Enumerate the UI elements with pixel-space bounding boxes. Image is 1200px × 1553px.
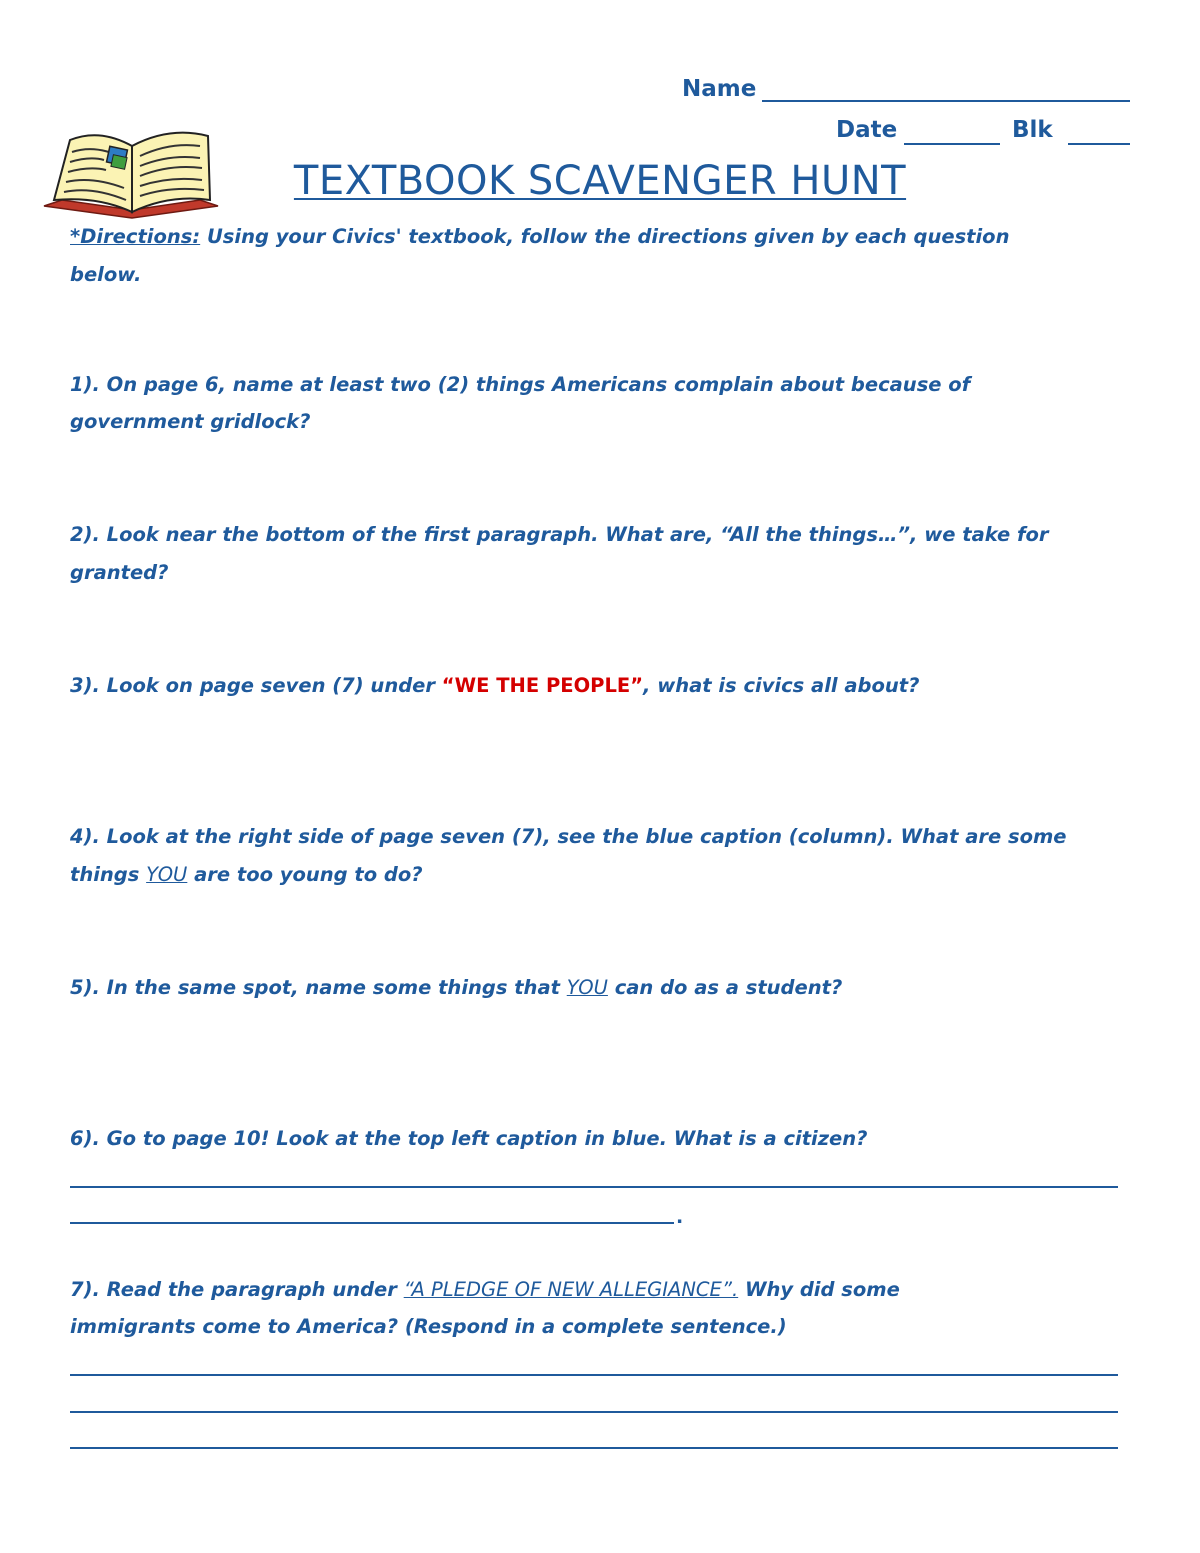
answer-7-line3[interactable] bbox=[70, 1447, 1118, 1449]
answer-7-line2[interactable] bbox=[70, 1411, 1118, 1413]
name-label: Name bbox=[682, 76, 757, 102]
question-6-line1: 6). Go to page 10! Look at the top left caption in blue. What is a citizen? bbox=[70, 1127, 868, 1150]
directions-label: *Directions: bbox=[70, 225, 201, 248]
answer-6-line2[interactable] bbox=[70, 1222, 674, 1224]
page-title: TEXTBOOK SCAVENGER HUNT bbox=[293, 158, 907, 204]
answer-7-line1[interactable] bbox=[70, 1374, 1118, 1376]
question-4-you: YOU bbox=[146, 863, 188, 886]
question-4-line1: 4). Look at the right side of page seven (7), see the blue caption (column). What are some bbox=[70, 825, 1067, 848]
question-3 bbox=[70, 667, 1130, 705]
question-3-post: , what is civics all about? bbox=[643, 674, 920, 697]
date-blank[interactable] bbox=[904, 143, 1000, 145]
question-4-line2 bbox=[70, 856, 1130, 894]
blk-blank[interactable] bbox=[1068, 143, 1130, 145]
question-1-line2: government gridlock? bbox=[70, 410, 311, 433]
question-2-line2: granted? bbox=[70, 561, 169, 584]
question-7-line2: immigrants come to America? (Respond in a complete sentence.) bbox=[70, 1315, 787, 1338]
question-1-line1: 1). On page 6, name at least two (2) things Americans complain about because of bbox=[70, 373, 971, 396]
question-7-title: “A PLEDGE OF NEW ALLEGIANCE”. bbox=[403, 1278, 739, 1301]
directions bbox=[70, 218, 1130, 256]
question-3-pre: 3). Look on page seven (7) under bbox=[70, 674, 442, 697]
question-7-post: Why did some bbox=[738, 1278, 900, 1301]
answer-6-end-mark: . bbox=[676, 1206, 684, 1228]
name-blank[interactable] bbox=[762, 100, 1130, 102]
answer-6-line1[interactable] bbox=[70, 1186, 1118, 1188]
question-7-line1 bbox=[70, 1271, 1130, 1309]
question-3-highlight: “WE THE PEOPLE” bbox=[441, 674, 644, 697]
question-5-you: YOU bbox=[566, 976, 608, 999]
directions-text: Using your Civics' textbook, follow the directions given by each question bbox=[200, 225, 1010, 248]
question-5 bbox=[70, 969, 1130, 1007]
question-7-pre: 7). Read the paragraph under bbox=[70, 1278, 404, 1301]
question-4-line2-post: are too young to do? bbox=[187, 863, 423, 886]
question-4-line2-pre: things bbox=[70, 863, 147, 886]
question-5-post: can do as a student? bbox=[607, 976, 843, 999]
question-2-line1: 2). Look near the bottom of the first paragraph. What are, “All the things…”, we take for bbox=[70, 523, 1049, 546]
question-5-pre: 5). In the same spot, name some things that bbox=[70, 976, 567, 999]
directions-line2: below. bbox=[70, 263, 142, 286]
date-label: Date bbox=[836, 117, 898, 143]
blk-label: Blk bbox=[1012, 117, 1053, 143]
